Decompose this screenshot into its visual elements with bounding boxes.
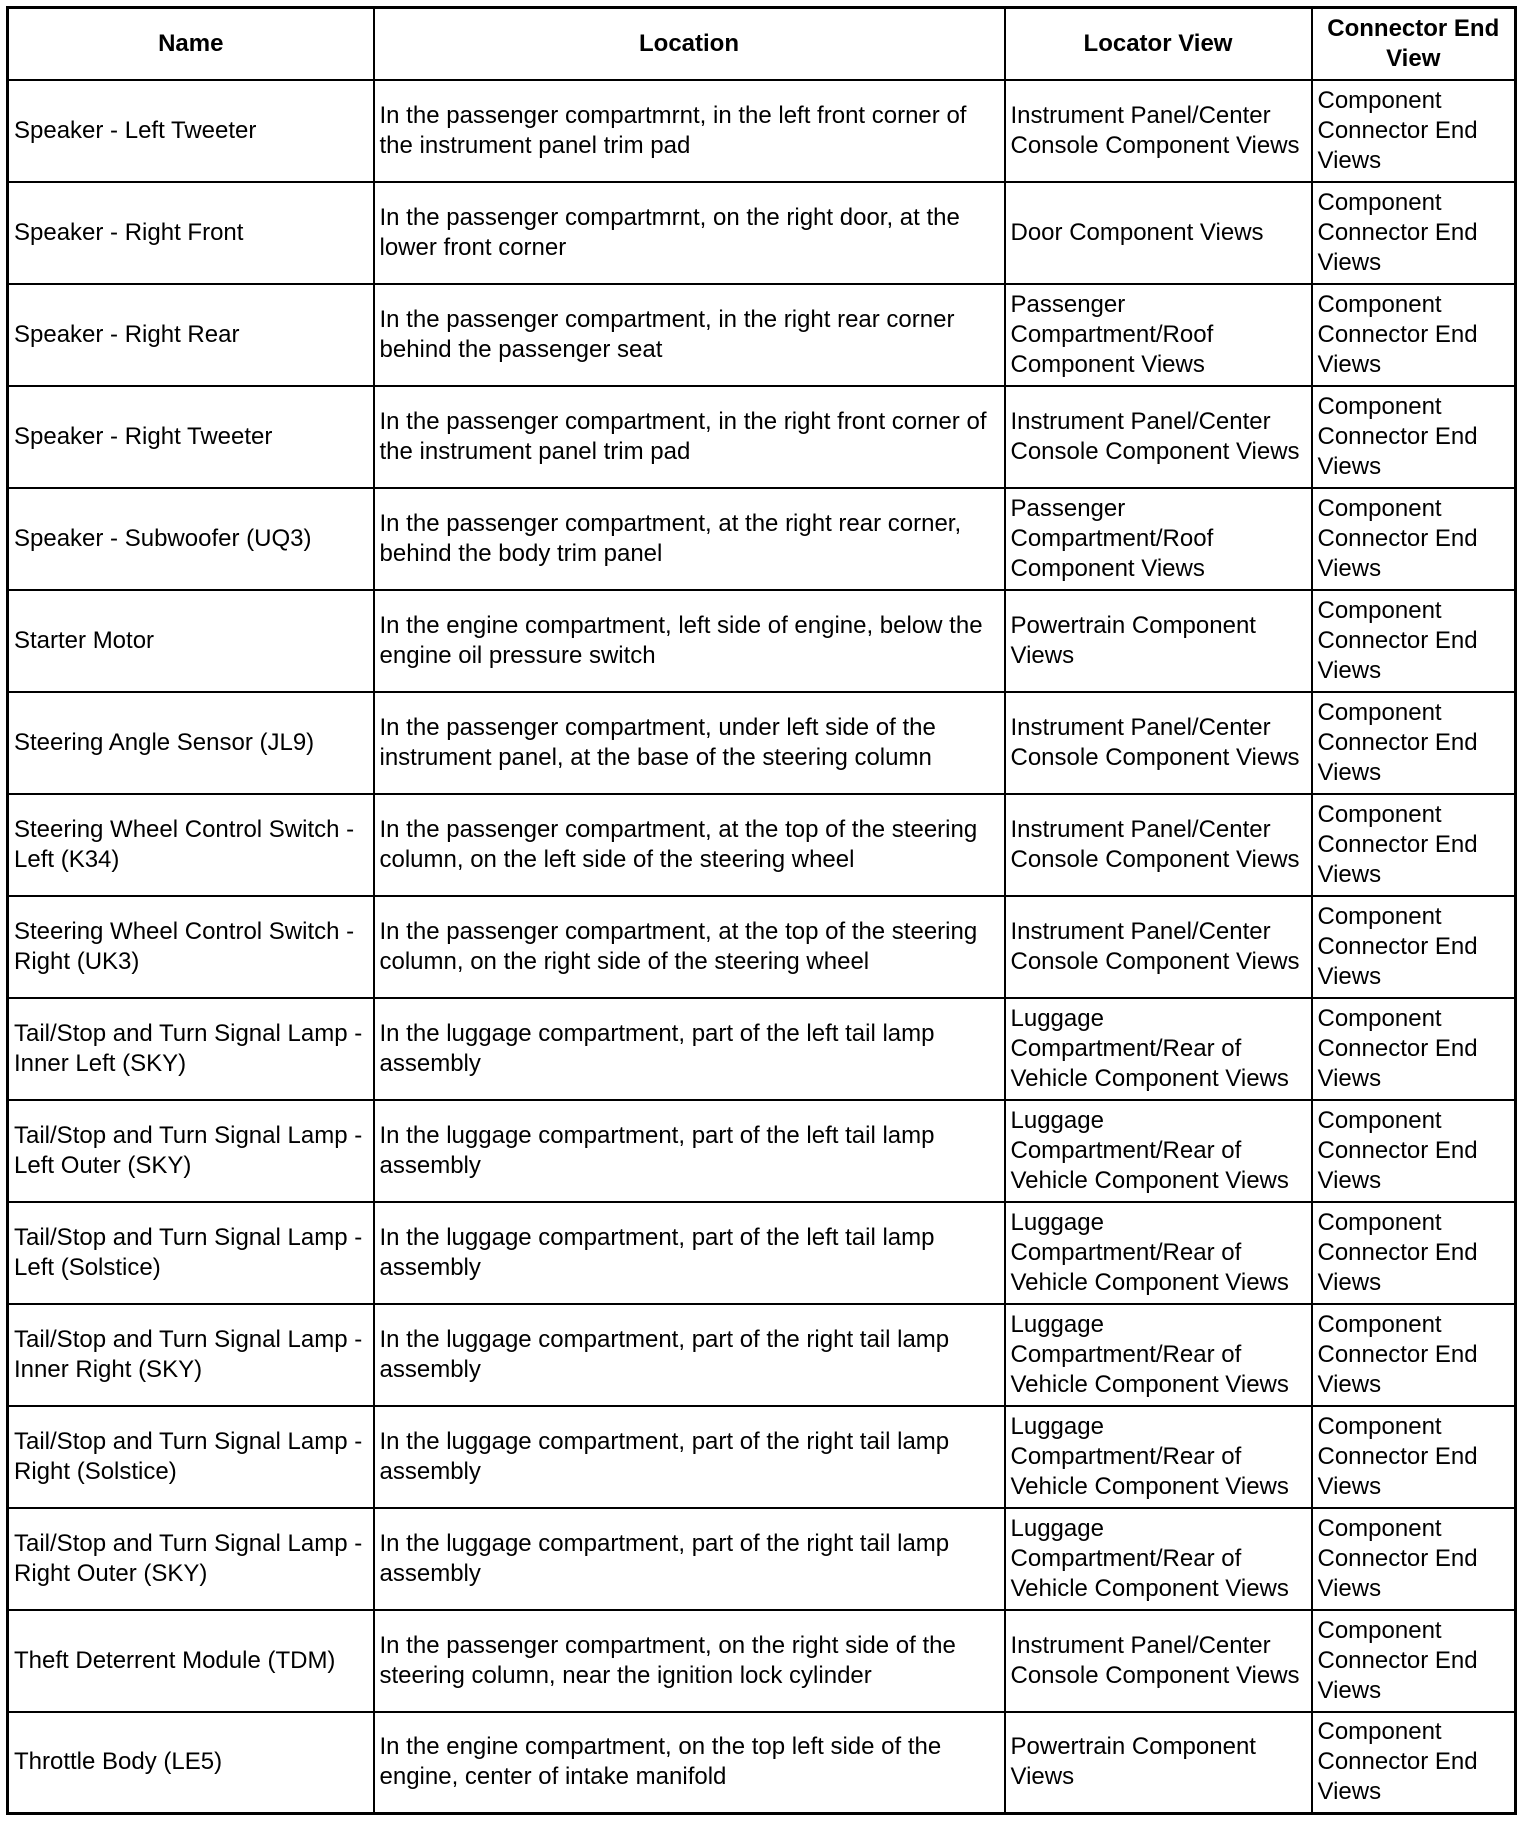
table-row [8,1304,1516,1406]
table-row [8,896,1516,998]
cell-locator-view: Instrument Panel/Center Console Component Views [1005,896,1312,998]
cell-name: Tail/Stop and Turn Signal Lamp - Left (Solstice) [8,1202,374,1304]
cell-locator-view: Luggage Compartment/Rear of Vehicle Component Views [1005,998,1312,1100]
cell-locator-view: Luggage Compartment/Rear of Vehicle Component Views [1005,1304,1312,1406]
cell-locator-view: Passenger Compartment/Roof Component Views [1005,488,1312,590]
cell-connector-end-view: Component Connector End Views [1312,998,1516,1100]
table-row [8,998,1516,1100]
cell-location: In the passenger compartment, under left side of the instrument panel, at the base of the steering column [374,692,1005,794]
cell-connector-end-view: Component Connector End Views [1312,182,1516,284]
cell-location: In the luggage compartment, part of the left tail lamp assembly [374,998,1005,1100]
cell-connector-end-view: Component Connector End Views [1312,590,1516,692]
cell-location: In the luggage compartment, part of the left tail lamp assembly [374,1202,1005,1304]
cell-locator-view: Instrument Panel/Center Console Component Views [1005,1610,1312,1712]
column-header-name: Name [8,8,374,80]
cell-location: In the luggage compartment, part of the right tail lamp assembly [374,1406,1005,1508]
cell-locator-view: Luggage Compartment/Rear of Vehicle Component Views [1005,1406,1312,1508]
cell-location: In the passenger compartment, at the top of the steering column, on the right side of the steering wheel [374,896,1005,998]
table-row [8,1712,1516,1814]
table-row [8,590,1516,692]
table-row [8,386,1516,488]
cell-name: Tail/Stop and Turn Signal Lamp - Right Outer (SKY) [8,1508,374,1610]
cell-name: Steering Wheel Control Switch - Right (UK3) [8,896,374,998]
cell-connector-end-view: Component Connector End Views [1312,284,1516,386]
cell-connector-end-view: Component Connector End Views [1312,1508,1516,1610]
cell-locator-view: Door Component Views [1005,182,1312,284]
column-header-locator-view: Locator View [1005,8,1312,80]
cell-connector-end-view: Component Connector End Views [1312,1202,1516,1304]
cell-locator-view: Instrument Panel/Center Console Component Views [1005,692,1312,794]
cell-name: Theft Deterrent Module (TDM) [8,1610,374,1712]
cell-location: In the luggage compartment, part of the right tail lamp assembly [374,1304,1005,1406]
cell-locator-view: Instrument Panel/Center Console Component Views [1005,794,1312,896]
table-row [8,1406,1516,1508]
cell-locator-view: Luggage Compartment/Rear of Vehicle Component Views [1005,1508,1312,1610]
cell-name: Tail/Stop and Turn Signal Lamp - Left Outer (SKY) [8,1100,374,1202]
cell-locator-view: Powertrain Component Views [1005,590,1312,692]
cell-name: Tail/Stop and Turn Signal Lamp - Inner Left (SKY) [8,998,374,1100]
cell-name: Speaker - Right Rear [8,284,374,386]
cell-location: In the passenger compartment, in the right rear corner behind the passenger seat [374,284,1005,386]
cell-name: Speaker - Right Front [8,182,374,284]
cell-location: In the passenger compartmrnt, in the left front corner of the instrument panel trim pad [374,80,1005,182]
cell-connector-end-view: Component Connector End Views [1312,1100,1516,1202]
cell-connector-end-view: Component Connector End Views [1312,692,1516,794]
cell-location: In the passenger compartment, in the right front corner of the instrument panel trim pad [374,386,1005,488]
cell-location: In the passenger compartment, on the right side of the steering column, near the ignition lock cylinder [374,1610,1005,1712]
table-row [8,794,1516,896]
cell-locator-view: Luggage Compartment/Rear of Vehicle Component Views [1005,1202,1312,1304]
cell-connector-end-view: Component Connector End Views [1312,488,1516,590]
cell-connector-end-view: Component Connector End Views [1312,386,1516,488]
cell-name: Starter Motor [8,590,374,692]
cell-connector-end-view: Component Connector End Views [1312,1610,1516,1712]
component-locator-table [6,6,1517,1815]
table-row [8,692,1516,794]
cell-locator-view: Luggage Compartment/Rear of Vehicle Component Views [1005,1100,1312,1202]
table-row [8,488,1516,590]
table-row [8,1610,1516,1712]
table-row [8,1202,1516,1304]
cell-name: Throttle Body (LE5) [8,1712,374,1814]
table-body [8,80,1516,1814]
cell-locator-view: Instrument Panel/Center Console Component Views [1005,386,1312,488]
cell-locator-view: Passenger Compartment/Roof Component Views [1005,284,1312,386]
cell-location: In the passenger compartment, at the top of the steering column, on the left side of the steering wheel [374,794,1005,896]
cell-connector-end-view: Component Connector End Views [1312,1304,1516,1406]
table-header-row [8,8,1516,80]
cell-locator-view: Instrument Panel/Center Console Component Views [1005,80,1312,182]
table-row [8,1100,1516,1202]
column-header-connector-end-view: Connector End View [1312,8,1516,80]
cell-location: In the luggage compartment, part of the left tail lamp assembly [374,1100,1005,1202]
cell-name: Steering Angle Sensor (JL9) [8,692,374,794]
cell-connector-end-view: Component Connector End Views [1312,1406,1516,1508]
cell-connector-end-view: Component Connector End Views [1312,896,1516,998]
cell-locator-view: Powertrain Component Views [1005,1712,1312,1814]
cell-name: Speaker - Left Tweeter [8,80,374,182]
cell-location: In the passenger compartmrnt, on the right door, at the lower front corner [374,182,1005,284]
cell-name: Speaker - Right Tweeter [8,386,374,488]
cell-location: In the luggage compartment, part of the right tail lamp assembly [374,1508,1005,1610]
cell-name: Tail/Stop and Turn Signal Lamp - Right (Solstice) [8,1406,374,1508]
cell-location: In the passenger compartment, at the right rear corner, behind the body trim panel [374,488,1005,590]
table-row [8,1508,1516,1610]
component-locator-table-sheet [6,6,1517,1815]
cell-connector-end-view: Component Connector End Views [1312,794,1516,896]
cell-name: Tail/Stop and Turn Signal Lamp - Inner Right (SKY) [8,1304,374,1406]
cell-name: Speaker - Subwoofer (UQ3) [8,488,374,590]
cell-connector-end-view: Component Connector End Views [1312,80,1516,182]
cell-location: In the engine compartment, left side of engine, below the engine oil pressure switch [374,590,1005,692]
column-header-location: Location [374,8,1005,80]
cell-connector-end-view: Component Connector End Views [1312,1712,1516,1814]
table-row [8,80,1516,182]
table-row [8,284,1516,386]
cell-location: In the engine compartment, on the top left side of the engine, center of intake manifold [374,1712,1005,1814]
table-row [8,182,1516,284]
cell-name: Steering Wheel Control Switch - Left (K34) [8,794,374,896]
